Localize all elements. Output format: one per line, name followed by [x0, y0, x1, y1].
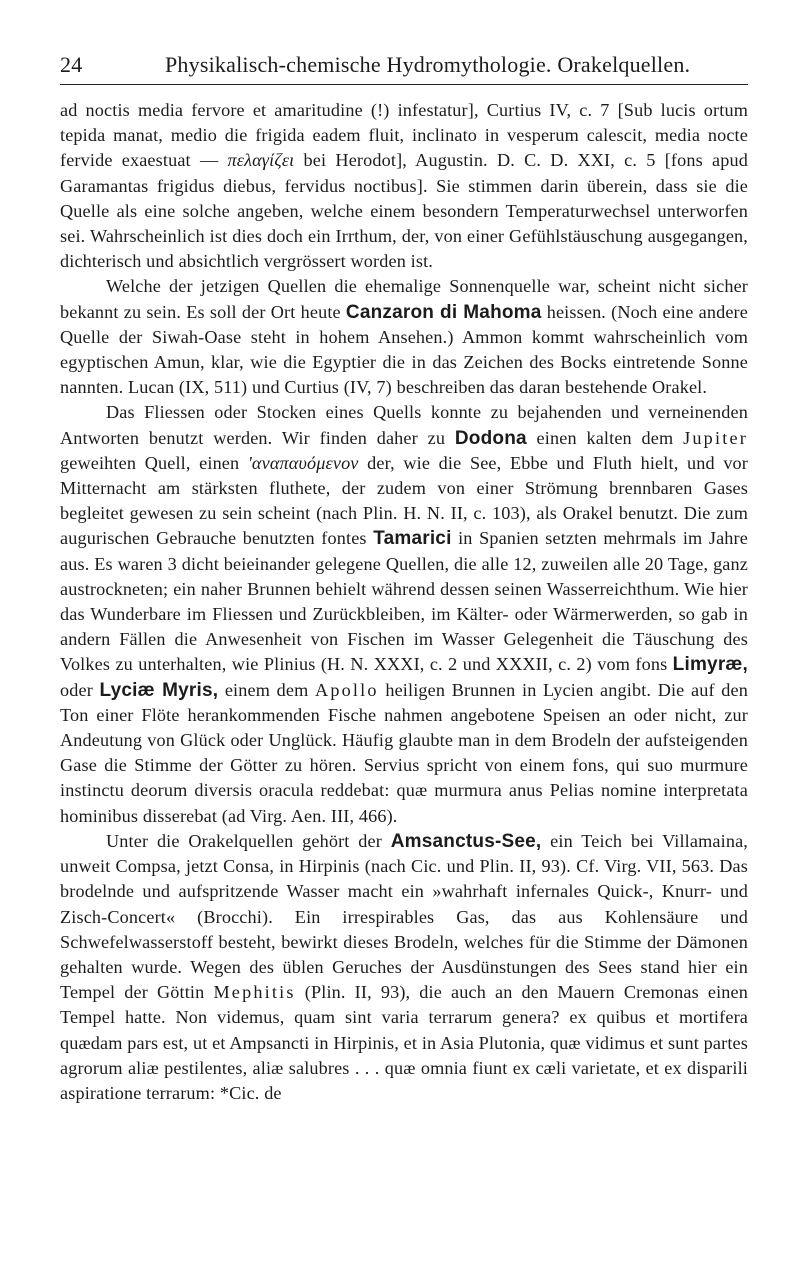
place-name: Dodona: [454, 427, 527, 449]
place-name: Amsanctus-See,: [390, 830, 542, 852]
page-header: [60, 50, 748, 85]
text-run: einen kalten dem: [526, 427, 684, 448]
text-run: in Spanien setzten mehrmals im Jahre aus. Es waren 3 dicht beieinander gelegene Quellen, die alle 12, zuweilen alle 20 Tage, ganz austrockneten; ein naher Brunnen behielt während dessen seinen Wasserreichthum. Wie hier das Wunderbare im Fliessen und Zurückbleiben, im Kälter- oder Wärmerwerden, so gab in andern Fällen die Anwesenheit von Fischen im Wasser Gelegenheit die Täuschung des Volkes zu unterhalten, wie Plinius (H. N. XXXI, c. 2 und XXXII, c. 2) vom fons: [60, 528, 748, 675]
place-name: Limyræ,: [672, 654, 748, 676]
paragraph-p4: [60, 829, 748, 1106]
spaced-name: Apollo: [315, 679, 379, 700]
body-text: [60, 98, 748, 1106]
text-run: (Plin. II, 93), die auch an den Mauern Cremonas einen Tempel hatte. Non videmus, quam sint varia terrarum genera? ex quibus et mortifera quædam pars est, ut et Ampsancti in Hirpinis, et in Asia Plutonia, quæ vidimus et sunt partes agrorum aliæ pestilentes, aliæ salubres . . . quæ omnia fiunt ex cæli varietate, et ex disparili aspiratione terrarum: *Cic. de: [60, 982, 749, 1103]
paragraph-p2: [60, 274, 748, 400]
text-run: ein Teich bei Villamaina, unweit Compsa, jetzt Consa, in Hirpinis (nach Cic. und Plin. II, 93). Cf. Virg. VII, 563. Das brodelnde und aufspritzende Wasser macht ein »wahrhaft infernales Quick-, Knurr- und Zisch-Concert« (Brocchi). Ein irrespirables Gas, das aus Kohlensäure und Schwefelwasserstoff besteht, bewirkt dieses Brodeln, welches für die Stimme der Dämonen gehalten wurde. Wegen des üblen Geruches der Ausdünstungen des Sees stand hier ein Tempel der Göttin: [60, 830, 748, 1003]
spaced-name: Mephitis: [213, 982, 296, 1003]
spaced-name: Jupiter: [683, 427, 748, 448]
place-name: Lyciæ Myris,: [99, 679, 219, 701]
place-name: Canzaron di Mahoma: [345, 301, 542, 323]
text-run: oder: [60, 679, 100, 700]
greek-term: πελαγίζει: [227, 150, 295, 171]
text-run: heissen. (Noch eine andere Quelle der Siwah-Oase steht in hohem Ansehen.) Ammon kommt wahrscheinlich vom egyptischen Amun, klar, wie die Egyptier die in das Zeichen des Bocks eintretende Sonne nannten. Lucan (IX, 511) und Curtius (IV, 7) beschreiben das daran bestehende Orakel.: [60, 301, 748, 398]
text-run: der, wie die See, Ebbe und Fluth hielt, und vor Mitternacht am stärksten fluthete, der zudem von einer Strömung brennbaren Gases begleitet gewesen zu sein scheint (nach Plin. H. N. II, c. 103), als Orakel benutzt. Die zum augurischen Gebrauche benutzten fontes: [60, 452, 749, 549]
text-run: ad noctis media fervore et amaritudine (!) infestatur], Curtius IV, c. 7 [Sub lucis ortum tepida manat, medio die frigida eadem fluit, inclinato in vesperum calescit, media nocte fervide exaestuat —: [60, 100, 748, 171]
text-run: geweihten Quell, einen: [60, 452, 248, 473]
paragraph-p1: [60, 98, 748, 274]
running-title: Physikalisch-chemische Hydromythologie. Orakelquellen.: [165, 52, 691, 77]
greek-term: 'αναπαυόμενον: [247, 452, 359, 473]
page-number: 24: [60, 52, 83, 77]
paragraph-p3: [60, 400, 748, 828]
text-run: bei Herodot], Augustin. D. C. D. XXI, c. 5 [fons apud Garamantas frigidus diebus, fervidus noctibus]. Sie stimmen darin überein, dass sie die Quelle als eine solche angeben, welche einem besondern Temperaturwechsel unterworfen sei. Wahrscheinlich ist dies doch ein Irrthum, der, von einer Gefühlstäuschung ausgegangen, dichterisch und absichtlich vergrössert worden ist.: [60, 150, 748, 272]
text-run: einem dem: [218, 679, 315, 700]
text-run: Unter die Orakelquellen gehört der: [106, 830, 391, 851]
place-name: Tamarici: [373, 528, 452, 550]
text-run: Das Fliessen oder Stocken eines Quells konnte zu bejahenden und verneinenden Antworten benutzt werden. Wir finden daher zu: [60, 402, 748, 448]
text-run: Welche der jetzigen Quellen die ehemalige Sonnenquelle war, scheint nicht sicher bekannt zu sein. Es soll der Ort heute: [60, 276, 748, 322]
text-run: heiligen Brunnen in Lycien angibt. Die auf den Ton einer Flöte herankommenden Fische nahmen angebotene Speisen an oder nicht, zur Andeutung von Glück oder Unglück. Häufig glaubte man in dem Brodeln der aufsteigenden Gase die Stimme der Götter zu hören. Servius spricht von einem fons, qui suo murmure instinctu deorum diversis oracula reddebat: quæ murmura anus Pelias nomine interpretata hominibus disserebat (ad Virg. Aen. III, 466).: [60, 679, 748, 826]
